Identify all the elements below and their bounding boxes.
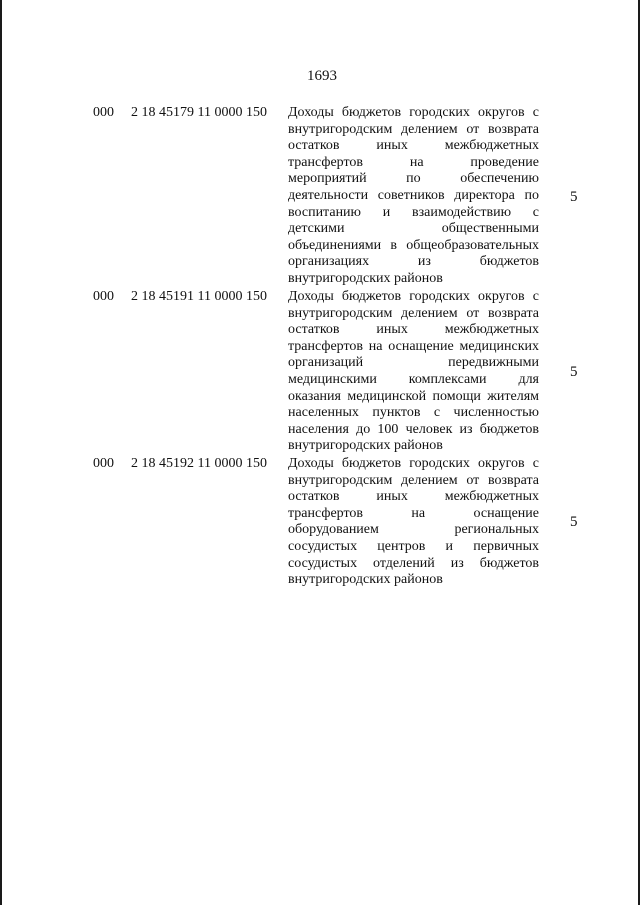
admin-code: 000 bbox=[93, 456, 114, 471]
budget-classification-code: 2 18 45179 11 0000 150 bbox=[131, 105, 267, 120]
description-line: внутригородским делением от возврата bbox=[288, 121, 539, 137]
distribution-norm: 5 bbox=[570, 514, 578, 530]
description-line: остатков иных межбюджетных bbox=[288, 138, 539, 154]
description-line: деятельности советников директора по bbox=[288, 187, 539, 203]
description-line: объединениями в общеобразовательных bbox=[288, 237, 539, 253]
description-line: Доходы бюджетов городских округов с bbox=[288, 456, 539, 471]
description-line: населения до 100 человек из бюджетов bbox=[288, 421, 539, 437]
description-line: организациях из бюджетов bbox=[288, 254, 539, 270]
description-line: населенных пунктов с численностью bbox=[288, 405, 539, 421]
budget-classification-code: 2 18 45192 11 0000 150 bbox=[131, 456, 267, 471]
distribution-norm: 5 bbox=[570, 189, 578, 205]
description-line: сосудистых отделений из бюджетов bbox=[288, 555, 539, 571]
income-description bbox=[288, 456, 539, 589]
description-line: оборудованием региональных bbox=[288, 522, 539, 538]
description-line: детскими общественными bbox=[288, 221, 539, 237]
income-description bbox=[288, 105, 539, 288]
description-line: внутригородских районов bbox=[288, 438, 443, 454]
description-line: внутригородских районов bbox=[288, 572, 443, 588]
description-line: трансфертов на проведение bbox=[288, 154, 539, 170]
description-line: сосудистых центров и первичных bbox=[288, 538, 539, 554]
description-line: мероприятий по обеспечению bbox=[288, 171, 539, 187]
income-description bbox=[288, 289, 539, 455]
description-line: трансфертов на оснащение медицинских bbox=[288, 338, 539, 354]
description-line: остатков иных межбюджетных bbox=[288, 489, 539, 505]
description-line: медицинскими комплексами для bbox=[288, 371, 539, 387]
admin-code: 000 bbox=[93, 105, 114, 120]
budget-classification-code: 2 18 45191 11 0000 150 bbox=[131, 289, 267, 304]
description-line: внутригородским делением от возврата bbox=[288, 472, 539, 488]
description-line: Доходы бюджетов городских округов с bbox=[288, 105, 539, 120]
description-line: Доходы бюджетов городских округов с bbox=[288, 289, 539, 304]
description-line: оказания медицинской помощи жителям bbox=[288, 388, 539, 404]
description-line: внутригородских районов bbox=[288, 270, 443, 286]
description-line: воспитанию и взаимодействию с bbox=[288, 204, 539, 220]
description-line: трансфертов на оснащение bbox=[288, 505, 539, 521]
description-line: остатков иных межбюджетных bbox=[288, 322, 539, 338]
description-line: внутригородским делением от возврата bbox=[288, 305, 539, 321]
distribution-norm: 5 bbox=[570, 364, 578, 380]
description-line: организаций передвижными bbox=[288, 355, 539, 371]
page-number: 1693 bbox=[307, 68, 337, 84]
admin-code: 000 bbox=[93, 289, 114, 304]
